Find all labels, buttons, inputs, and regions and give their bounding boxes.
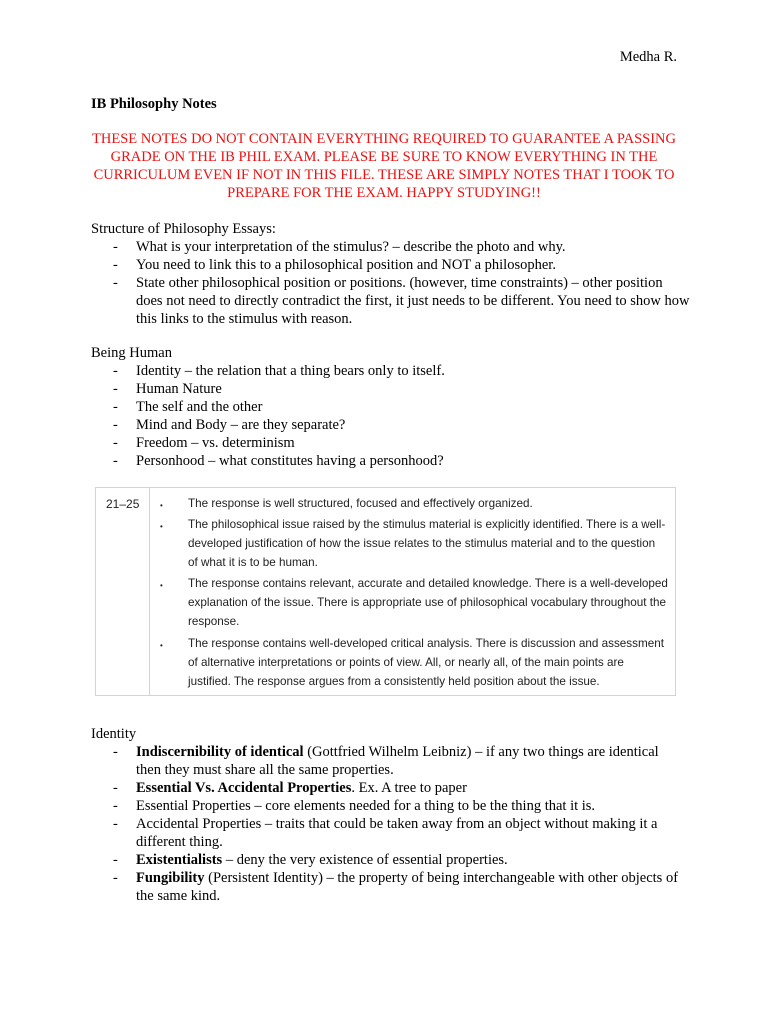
list-item (91, 869, 683, 905)
term-description: . Ex. A tree to paper (351, 780, 467, 796)
list-item (91, 851, 683, 869)
list-item: - What is your interpretation of the stimulus? – describe the photo and why. (91, 238, 691, 256)
list-item (91, 797, 683, 815)
term-description: (Persistent Identity) – the property of being interchangeable with other objects of the same kind. (136, 870, 679, 904)
list-item: - The self and the other (91, 398, 691, 416)
bullet-icon: • (160, 522, 163, 531)
list-item: - Identity – the relation that a thing bears only to itself. (91, 362, 691, 380)
list-item: - State other philosophical position or positions. (however, time constraints) – other position does not need to directly contradict the first, it just needs to be different. You need to show how this links to the stimulus with reason. (91, 274, 691, 328)
bullet-icon: • (160, 641, 163, 650)
section-heading: Structure of Philosophy Essays: (91, 221, 276, 237)
section-heading: Identity (91, 726, 137, 742)
warning-notice: THESE NOTES DO NOT CONTAIN EVERYTHING REQUIRED TO GUARANTEE A PASSING GRADE ON THE IB PHIL EXAM. PLEASE BE SURE TO KNOW EVERYTHING IN THE CURRICULUM EVEN IF NOT IN THIS FILE. THESE ARE SIMPLY NOTES THAT I TOOK TO PREPARE FOR THE EXAM. HAPPY STUDYING!! (92, 131, 676, 201)
rubric-criterion: The response contains well-developed critical analysis. There is discussion and assessment of alternative interpretations or points of view. All, or nearly all, of the main points are justified. The response argues from a consistently held position about the issue. (188, 637, 664, 688)
term-bold: Essential Vs. Accidental Properties (136, 780, 352, 796)
term-description: Essential Properties – core elements needed for a thing to be the thing that it is. (136, 798, 596, 814)
column-divider (149, 488, 150, 695)
document-title: IB Philosophy Notes (91, 96, 217, 112)
mark-band: 21–25 (106, 497, 140, 511)
list-item: - Personhood – what constitutes having a personhood? (91, 452, 691, 470)
rubric-criterion: The response is well structured, focused and effectively organized. (188, 497, 533, 510)
list-item (91, 743, 683, 779)
rubric-criterion: The philosophical issue raised by the stimulus material is explicitly identified. There is a well-developed justification of how the issue relates to the stimulus material and to the question of what it is to be human. (188, 518, 666, 569)
list-item (91, 779, 683, 797)
bullet-icon: • (160, 501, 163, 510)
term-bold: Existentialists (136, 852, 223, 868)
list-item: - Human Nature (91, 380, 691, 398)
term-description: – deny the very existence of essential properties. (222, 852, 508, 868)
being-human-section (91, 344, 691, 470)
identity-list (91, 743, 683, 905)
section-heading: Being Human (91, 345, 172, 361)
structure-list (91, 238, 691, 328)
list-item (91, 815, 683, 851)
identity-section (91, 725, 683, 905)
term-description: Accidental Properties – traits that could be taken away from an object without making it a different thing. (136, 816, 658, 850)
list-item: - You need to link this to a philosophical position and NOT a philosopher. (91, 256, 691, 274)
bullet-icon: • (160, 581, 163, 590)
term-bold: Indiscernibility of identical (136, 744, 304, 760)
term-bold: Fungibility (136, 870, 205, 886)
list-item: - Mind and Body – are they separate? (91, 416, 691, 434)
rubric-criterion: The response contains relevant, accurate and detailed knowledge. There is a well-developed explanation of the issue. There is appropriate use of philosophical vocabulary throughout the response. (188, 577, 668, 628)
rubric-table (95, 487, 676, 696)
being-human-list (91, 362, 691, 470)
term-description: (Gottfried Wilhelm Leibniz) – if any two things are identical then they must share all the same properties. (136, 744, 659, 778)
list-item: - Freedom – vs. determinism (91, 434, 691, 452)
structure-section (91, 220, 691, 328)
author-name: Medha R. (619, 49, 677, 65)
